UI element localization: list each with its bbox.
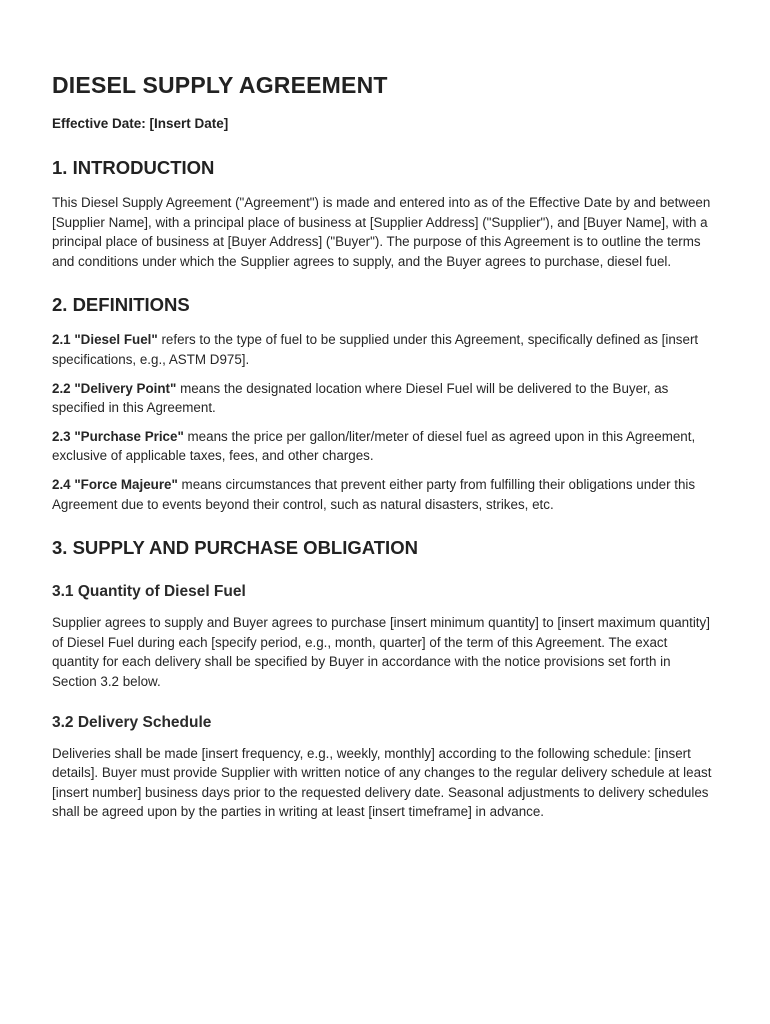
subsection-heading-quantity: 3.1 Quantity of Diesel Fuel <box>52 583 246 601</box>
subsection-paragraph-delivery-schedule: Deliveries shall be made [insert frequency, e.g., weekly, monthly] according to the following schedule: [insert details]. Buyer must provide Supplier with written notice of any changes to the regular delivery schedule at least [insert number] business days prior to the requested delivery date. Seasonal adjustments to delivery schedules shall be agreed upon by the parties in writing at least [insert timeframe] in advance. <box>52 745 712 820</box>
definition-text: means the price per gallon/liter/meter of diesel fuel as agreed upon in this Agreement, exclusive of applicable taxes, fees, and other charges. <box>52 428 696 464</box>
section-heading-introduction: 1. INTRODUCTION <box>52 157 215 178</box>
subsection-paragraph-quantity: Supplier agrees to supply and Buyer agrees to purchase [insert minimum quantity] to [insert maximum quantity] of Diesel Fuel during each [specify period, e.g., month, quarter] of the term of this Agreement. The exact quantity for each delivery shall be specified by Buyer in accordance with the notice provisions set forth in Section 3.2 below. <box>52 615 710 689</box>
subsection-heading-delivery-schedule: 3.2 Delivery Schedule <box>52 713 212 731</box>
introduction-paragraph: This Diesel Supply Agreement ("Agreement") is made and entered into as of the Effective Date by and between [Supplier Name], with a principal place of business at [Supplier Address] ("Supplier"), and [Buyer Name], with a principal place of business at [Buyer Address] ("Buyer"). The purpose of this Agreement is to outline the terms and conditions under which the Supplier agrees to supply, and the Buyer agrees to purchase, diesel fuel. <box>52 195 711 269</box>
section-heading-definitions: 2. DEFINITIONS <box>52 294 190 316</box>
definition-text: means the designated location where Diesel Fuel will be delivered to the Buyer, as specified in this Agreement. <box>52 380 669 416</box>
definition-text: means circumstances that prevent either party from fulfilling their obligations under this Agreement due to events beyond their control, such as natural disasters, strikes, etc. <box>52 476 696 512</box>
definition-term: 2.3 "Purchase Price" <box>52 428 184 444</box>
document-title: DIESEL SUPPLY AGREEMENT <box>52 72 388 98</box>
definition-term: 2.4 "Force Majeure" <box>52 476 178 492</box>
definition-item <box>52 330 714 369</box>
effective-date: Effective Date: [Insert Date] <box>52 116 229 131</box>
definition-text: refers to the type of fuel to be supplied under this Agreement, specifically defined as [insert specifications, e.g., ASTM D975]. <box>52 332 699 367</box>
definition-item <box>52 427 714 466</box>
definition-term: 2.2 "Delivery Point" <box>52 380 177 396</box>
definition-item <box>52 379 714 418</box>
definition-term: 2.1 "Diesel Fuel" <box>52 332 158 348</box>
definition-item <box>52 475 714 514</box>
section-heading-supply: 3. SUPPLY AND PURCHASE OBLIGATION <box>52 537 418 559</box>
